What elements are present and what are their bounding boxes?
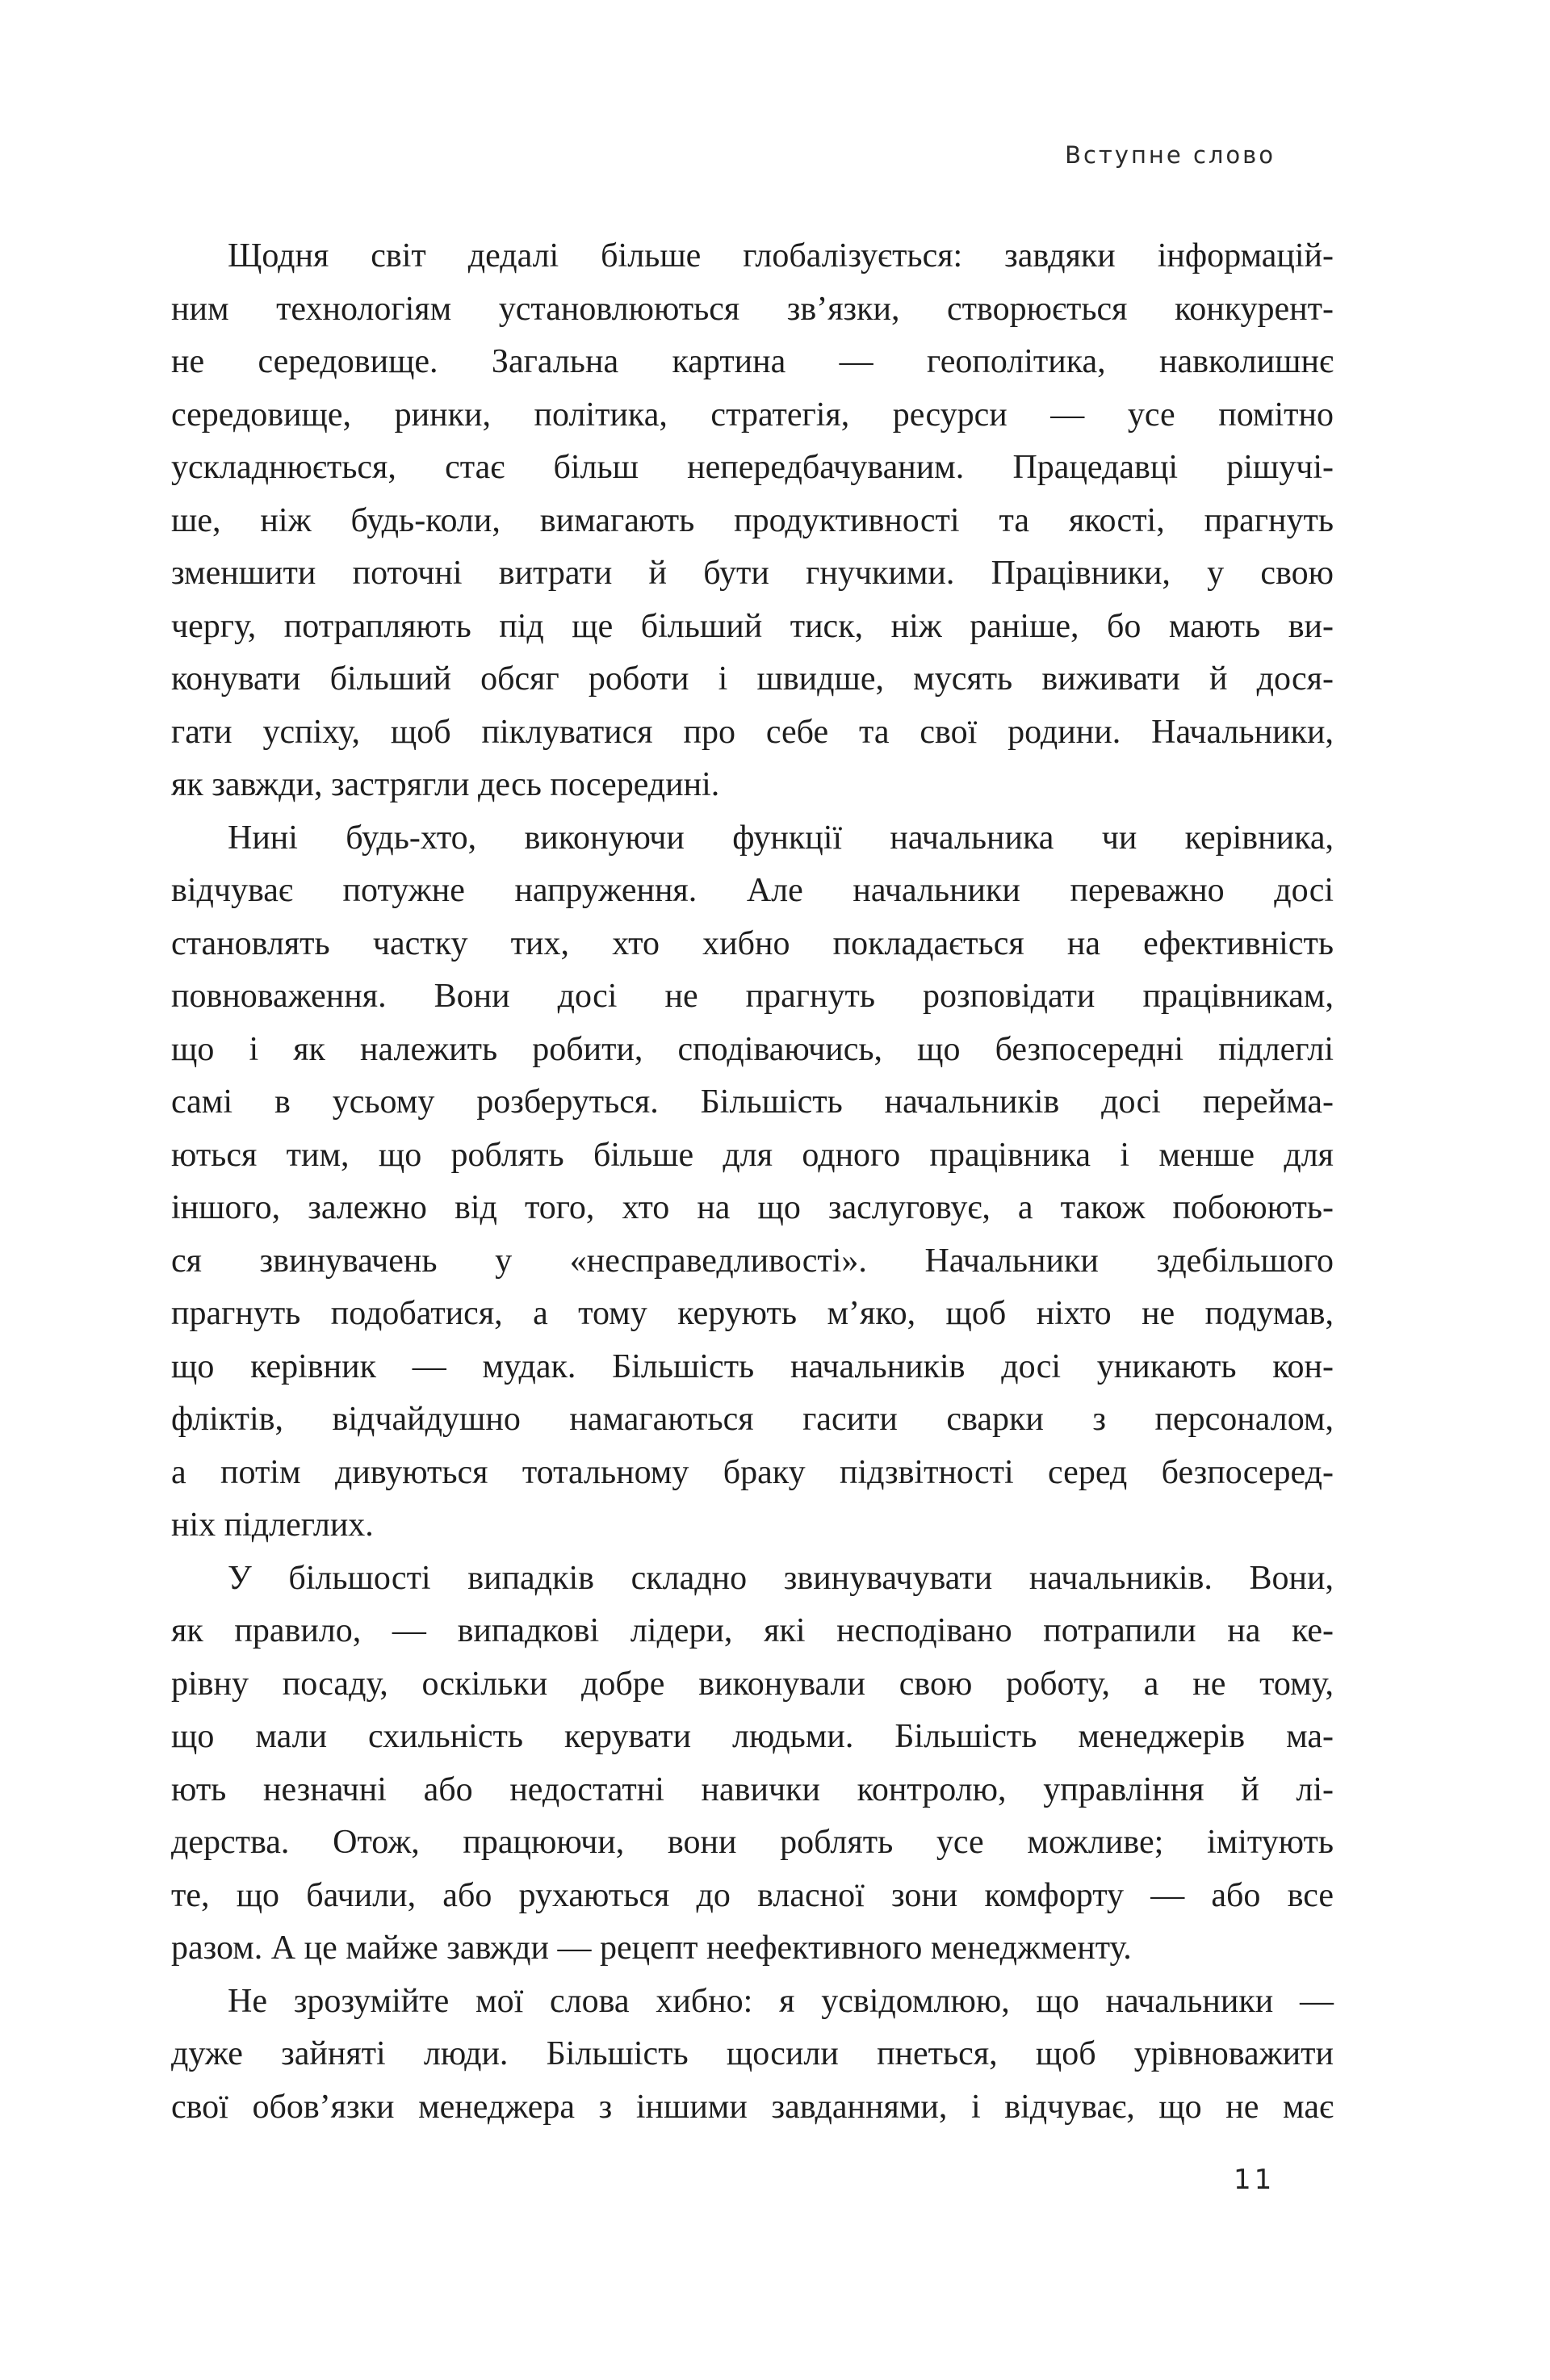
- text-line: що і як належить робити, сподіваючись, що безпосередні підлеглі: [171, 1030, 1334, 1068]
- text-line: дерства. Отож, працюючи, вони роблять усе можливе; імітують: [171, 1824, 1334, 1861]
- text-line: конувати більший обсяг роботи і швидше, мусять виживати й дося-: [171, 660, 1334, 698]
- text-line: те, що бачили, або рухаються до власної зони комфорту — або все: [171, 1876, 1334, 1914]
- text-line: становлять частку тих, хто хибно покладається на ефективність: [171, 924, 1334, 962]
- text-line: а потім дивуються тотальному браку підзвітності серед безпосеред-: [171, 1453, 1334, 1491]
- text-line: Нині будь-хто, виконуючи функції начальника чи керівника,: [228, 819, 1334, 857]
- text-line: ше, ніж будь-коли, вимагають продуктивності та якості, прагнуть: [171, 501, 1334, 539]
- text-line: Не зрозумійте мої слова хибно: я усвідомлюю, що начальники —: [228, 1982, 1334, 2020]
- text-line: фліктів, відчайдушно намагаються гасити сварки з персоналом,: [171, 1401, 1334, 1438]
- text-line: У більшості випадків складно звинувачувати начальників. Вони,: [228, 1559, 1334, 1597]
- text-line: як завжди, застрягли десь посередині.: [171, 766, 720, 803]
- body-text: [171, 230, 1334, 2134]
- text-line: зменшити поточні витрати й бути гнучкими. Працівники, у свою: [171, 555, 1334, 592]
- text-line: відчуває потужне напруження. Але начальники переважно досі: [171, 872, 1334, 909]
- text-line: дуже зайняті люди. Більшість щосили пнеться, щоб урівноважити: [171, 2035, 1334, 2072]
- text-line: що керівник — мудак. Більшість начальників досі уникають кон-: [171, 1347, 1334, 1385]
- text-line: самі в усьому розберуться. Більшість начальників досі перейма-: [171, 1083, 1334, 1121]
- text-line: гати успіху, щоб піклуватися про себе та свої родини. Начальники,: [171, 713, 1334, 751]
- text-line: як правило, — випадкові лідери, які несподівано потрапили на ке-: [171, 1612, 1334, 1649]
- text-line: ніх підлеглих.: [171, 1506, 374, 1544]
- text-line: прагнуть подобатися, а тому керують м’яко, щоб ніхто не подумав,: [171, 1295, 1334, 1332]
- text-line: ються тим, що роблять більше для одного працівника і менше для: [171, 1136, 1334, 1174]
- paragraph: [171, 812, 1334, 1552]
- text-line: рівну посаду, оскільки добре виконували свою роботу, а не тому,: [171, 1665, 1334, 1703]
- text-line: повноваження. Вони досі не прагнуть розповідати працівникам,: [171, 978, 1334, 1015]
- text-line: разом. А це майже завжди — рецепт неефективного менеджменту.: [171, 1930, 1132, 1967]
- text-line: що мали схильність керувати людьми. Більшість менеджерів ма-: [171, 1718, 1334, 1755]
- text-line: ють незначні або недостатні навички контролю, управління й лі-: [171, 1770, 1334, 1808]
- text-line: не середовище. Загальна картина — геополітика, навколишнє: [171, 343, 1334, 380]
- text-line: ся звинувачень у «несправедливості». Начальники здебільшого: [171, 1242, 1334, 1280]
- page-number: 11: [1234, 2164, 1276, 2196]
- text-line: ним технологіям установлюються зв’язки, створюється конкурент-: [171, 290, 1334, 328]
- text-line: іншого, залежно від того, хто на що заслуговує, а також побоюють-: [171, 1189, 1334, 1226]
- paragraph: [171, 1976, 1334, 2135]
- running-head: Вступне слово: [1065, 141, 1276, 169]
- text-line: свої обов’язки менеджера з іншими завданнями, і відчуває, що не має: [171, 2088, 1334, 2126]
- paragraph: [171, 230, 1334, 812]
- text-line: середовище, ринки, політика, стратегія, ресурси — усе помітно: [171, 396, 1334, 434]
- text-line: чергу, потрапляють під ще більший тиск, ніж раніше, бо мають ви-: [171, 607, 1334, 645]
- text-line: ускладнюється, стає більш непередбачуваним. Працедавці рішучі-: [171, 449, 1334, 486]
- paragraph: [171, 1552, 1334, 1976]
- text-line: Щодня світ дедалі більше глобалізується: завдяки інформацій-: [228, 237, 1334, 274]
